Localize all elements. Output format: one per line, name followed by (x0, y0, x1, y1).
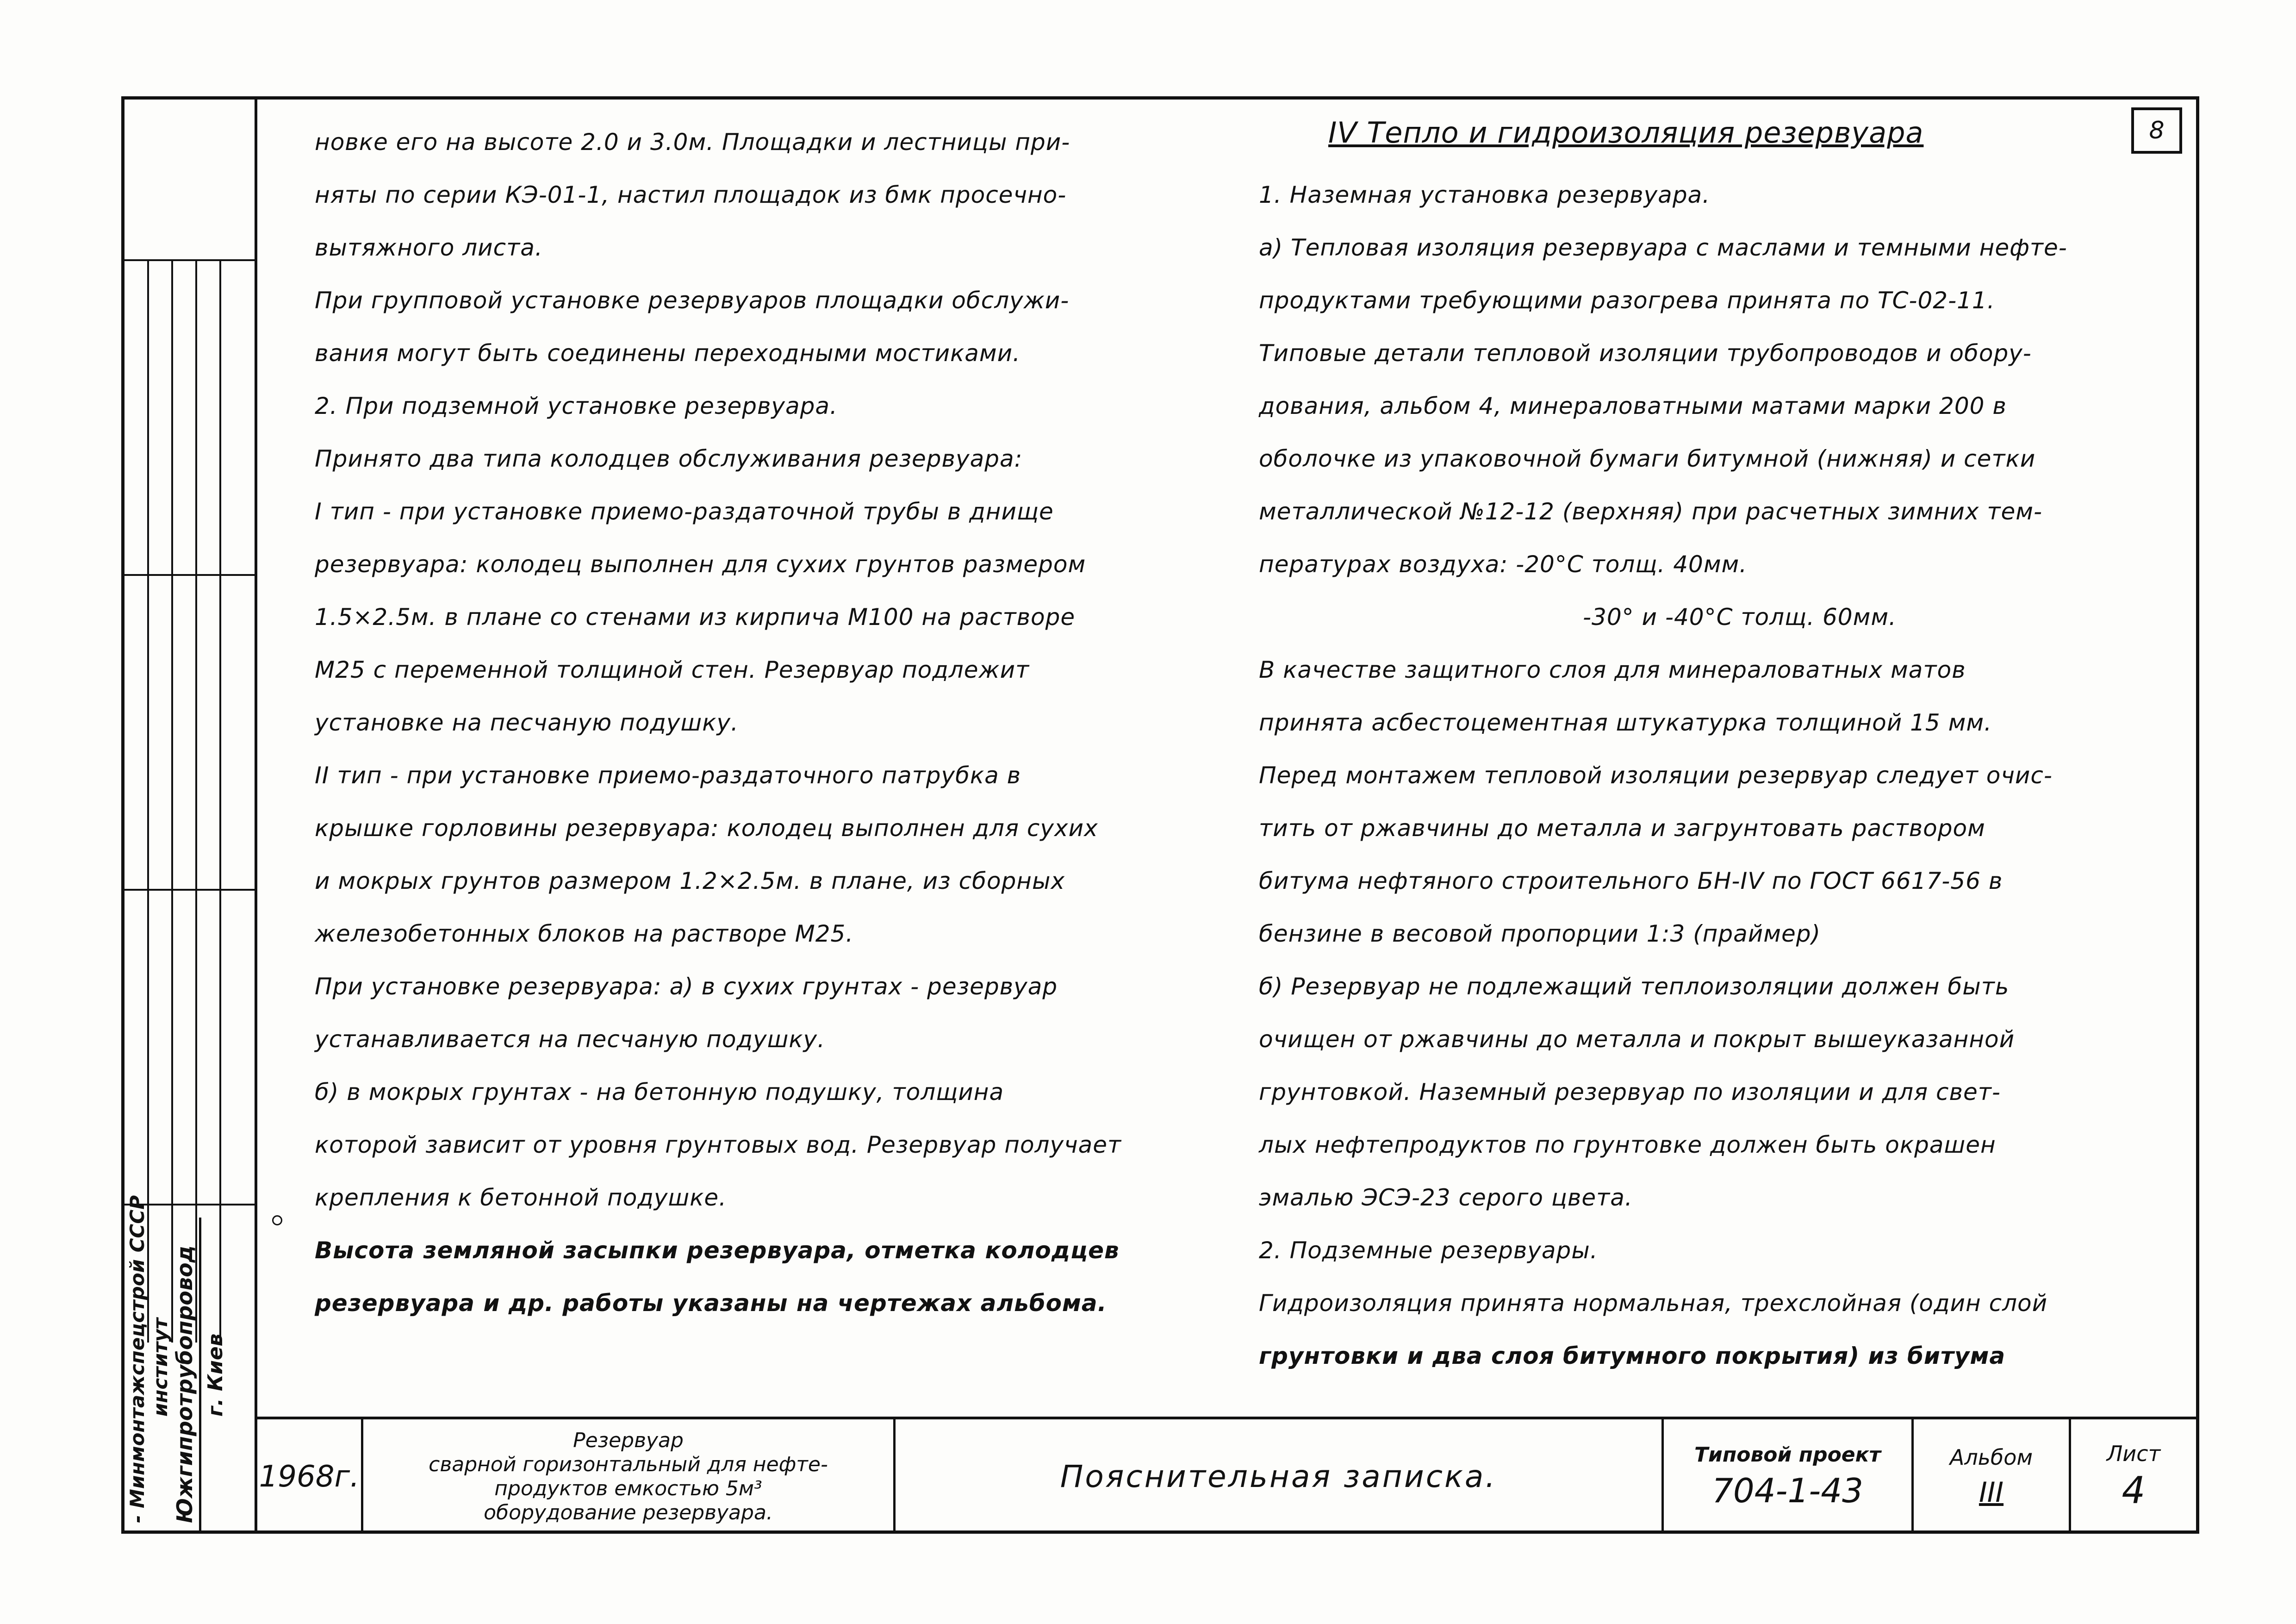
text-line: битума нефтяного строительного БН-IV по ГОСТ 6617-56 в (1259, 868, 2003, 894)
text-line: лых нефтепродуктов по грунтовке должен быть окрашен (1259, 1131, 1996, 1158)
album-number: III (1979, 1476, 2004, 1509)
album-cell (1914, 1419, 2069, 1534)
text-line: 2. При подземной установке резервуара. (315, 393, 838, 419)
right-text-column (1259, 169, 2067, 1382)
text-line: эмалью ЭСЭ-23 серого цвета. (1259, 1184, 1633, 1211)
org-institute: институт (149, 1318, 172, 1417)
text-line: няты по серии КЭ-01-1, настил площадок из бмк просечно- (315, 181, 1067, 208)
binding-strip-line (121, 889, 255, 891)
left-text-column (315, 116, 1121, 1330)
heading-text: IV Тепло и гидроизоляция резервуара (1328, 116, 1924, 150)
text-line: вания могут быть соединены переходными мостиками. (315, 340, 1021, 367)
text-line: Гидроизоляция принята нормальная, трехслойная (один слой (1259, 1290, 2048, 1317)
text-line: пературах воздуха: -20°С толщ. 40мм. (1259, 551, 1748, 578)
sheet-number: 4 (2122, 1469, 2146, 1512)
org-city: г. Киев (204, 1333, 227, 1417)
text-line: металлической №12-12 (верхняя) при расчетных зимних тем- (1259, 498, 2043, 525)
text-line: вытяжного листа. (315, 234, 543, 261)
margin-mark (272, 1215, 282, 1225)
text-line: и мокрых грунтов размером 1.2×2.5м. в плане, из сборных (315, 868, 1065, 894)
typical-project-number: 704-1-43 (1712, 1471, 1863, 1510)
text-line: продуктами требующими разогрева принята по ТС-02-11. (1259, 287, 1995, 314)
binding-strip-line (219, 259, 221, 1343)
text-line: б) Резервуар не подлежащий теплоизоляции должен быть (1259, 973, 2010, 1000)
text-line: а) Тепловая изоляция резервуара с маслами и темными нефте- (1259, 234, 2067, 261)
text-line: б) в мокрых грунтах - на бетонную подушку, толщина (315, 1079, 1004, 1106)
text-line: принята асбестоцементная штукатурка толщиной 15 мм. (1259, 709, 1992, 736)
stamp-org-line (199, 1218, 201, 1532)
text-line: I тип - при установке приемо-раздаточной трубы в днище (315, 498, 1054, 525)
project-title-line: Резервуар (573, 1428, 684, 1452)
text-line: дования, альбом 4, минераловатными матами марки 200 в (1259, 393, 2007, 419)
text-line: крепления к бетонной подушке. (315, 1184, 727, 1211)
text-line: В качестве защитного слоя для минераловатных матов (1259, 656, 1966, 683)
album-label: Альбом (1949, 1444, 2033, 1470)
text-line: новке его на высоте 2.0 и 3.0м. Площадки и лестницы при- (315, 129, 1070, 156)
year-cell (257, 1419, 361, 1534)
text-line: 1.5×2.5м. в плане со стенами из кирпича М100 на растворе (315, 604, 1076, 631)
sheet-mark: 8 (2131, 107, 2182, 154)
section-heading (1328, 106, 1923, 159)
project-title-line: оборудование резервуара. (484, 1500, 773, 1524)
binding-strip-line (147, 259, 149, 1343)
binding-strip-line (121, 259, 255, 261)
text-line: Типовые детали тепловой изоляции трубопроводов и обору- (1259, 340, 2032, 367)
text-line: устанавливается на песчаную подушку. (315, 1026, 826, 1053)
text-line: резервуара: колодец выполнен для сухих грунтов размером (315, 551, 1086, 578)
document-name: Пояснительная записка. (1060, 1459, 1497, 1494)
text-line: железобетонных блоков на растворе М25. (315, 920, 854, 947)
text-line: очищен от ржавчины до металла и покрыт вышеуказанной (1259, 1026, 2015, 1053)
text-line: 1. Наземная установка резервуара. (1259, 181, 1711, 208)
year-text: 1968г. (259, 1459, 360, 1494)
project-title-line: сварной горизонтальный для нефте- (429, 1452, 828, 1476)
text-line: установке на песчаную подушку. (315, 709, 739, 736)
org-name: Южгипротрубопровод (172, 1245, 197, 1523)
text-line: грунтовки и два слоя битумного покрытия) из битума (1259, 1343, 2006, 1369)
typical-project-label: Типовой проект (1694, 1443, 1881, 1467)
text-line: -30° и -40°С толщ. 60мм. (1583, 604, 1897, 631)
text-line: Высота земляной засыпки резервуара, отметка колодцев (315, 1237, 1120, 1264)
binding-strip-line (121, 574, 255, 576)
text-line: При установке резервуара: а) в сухих грунтах - резервуар (315, 973, 1058, 1000)
text-line: которой зависит от уровня грунтовых вод. Резервуар получает (315, 1131, 1122, 1158)
text-line: Перед монтажем тепловой изоляции резервуар следует очис- (1259, 762, 2053, 789)
text-line: При групповой установке резервуаров площадки обслужи- (315, 287, 1070, 314)
sheet-label: Лист (2106, 1441, 2161, 1466)
text-line: Принято два типа колодцев обслуживания резервуара: (315, 445, 1023, 472)
sheet-cell (2071, 1419, 2196, 1534)
binding-strip-line (171, 259, 173, 1343)
text-line: тить от ржавчины до металла и загрунтовать раствором (1259, 815, 1985, 842)
text-line: оболочке из упаковочной бумаги битумной (нижняя) и сетки (1259, 445, 2036, 472)
project-title-line: продуктов емкостью 5м³ (494, 1476, 762, 1500)
text-line: 2. Подземные резервуары. (1259, 1237, 1598, 1264)
typical-project-cell (1664, 1419, 1911, 1534)
binding-strip-line (195, 259, 197, 1343)
left-margin-line (255, 96, 257, 1534)
org-ministry: - Минмонтажспецстрой СССР (126, 1195, 149, 1523)
text-line: крышке горловины резервуара: колодец выполнен для сухих (315, 815, 1098, 842)
document-name-cell (896, 1419, 1661, 1534)
text-line: II тип - при установке приемо-раздаточного патрубка в (315, 762, 1021, 789)
project-title-cell (363, 1419, 893, 1534)
text-line: бензине в весовой пропорции 1:3 (праймер) (1259, 920, 1821, 947)
text-line: грунтовкой. Наземный резервуар по изоляции и для свет- (1259, 1079, 2001, 1106)
text-line: резервуара и др. работы указаны на чертежах альбома. (315, 1290, 1107, 1317)
text-line: М25 с переменной толщиной стен. Резервуар подлежит (315, 656, 1030, 683)
